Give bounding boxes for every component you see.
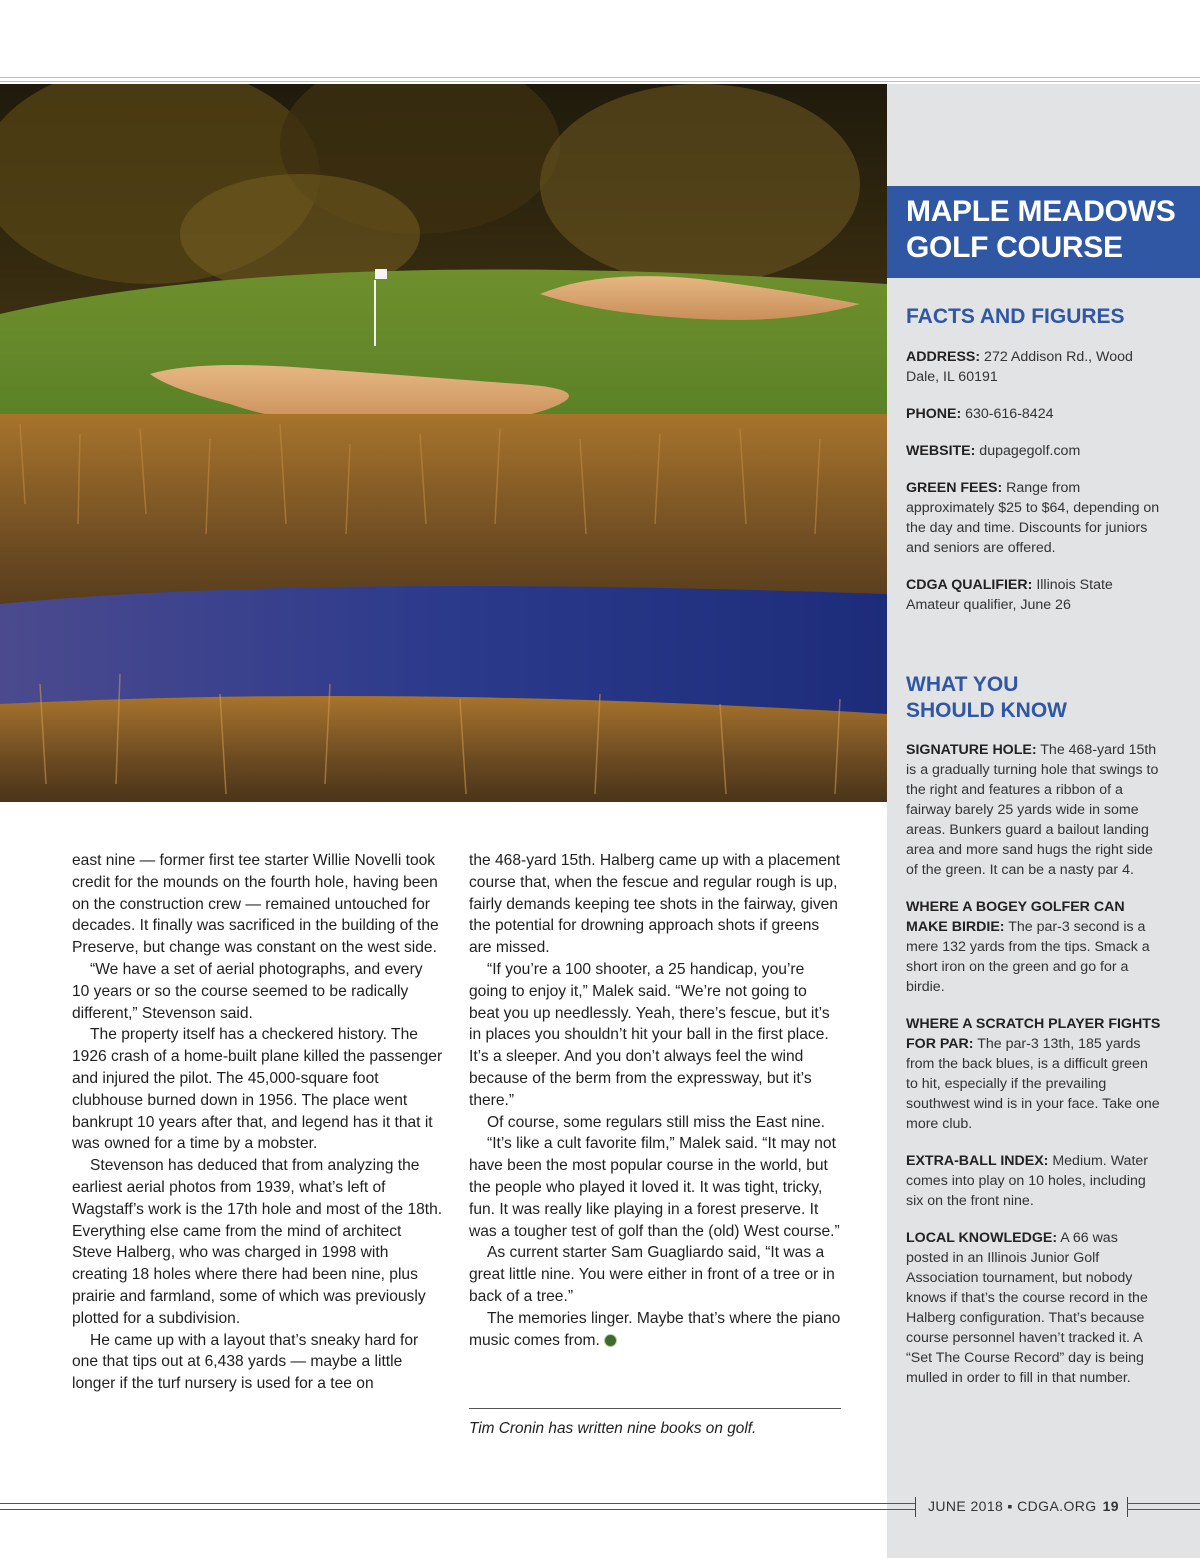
- fact-label: WEBSITE:: [906, 443, 976, 459]
- article-paragraph: The memories linger. Maybe that’s where the piano music comes from.: [469, 1309, 841, 1349]
- fact-text: 272 Addison Rd., Wood Dale, IL 60191: [906, 349, 1133, 385]
- fact-label: CDGA QUALIFIER:: [906, 577, 1033, 593]
- article-paragraph: the 468-yard 15th. Halberg came up with a placement course that, when the fescue and regular rough is up, fairly demands keeping tee shots in the fairway, given the potential for drowning approach shots if greens are missed.: [469, 852, 840, 957]
- know-heading-line1: WHAT YOU: [906, 673, 1019, 696]
- end-mark-icon: [604, 1334, 617, 1347]
- fact-green-fees: [906, 478, 1162, 558]
- facts-heading: FACTS AND FIGURES: [906, 305, 1125, 328]
- know-label: SIGNATURE HOLE:: [906, 742, 1037, 758]
- know-text: The 468-yard 15th is a gradually turning hole that swings to the right and features a ribbon of a fairway barely 25 yards wide in some areas. Bunkers guard a bailout landing area and more sand hugs the right side of the green. It can be a nasty par 4.: [906, 742, 1159, 878]
- footer-issue: JUNE 2018 ▪ CDGA.ORG: [928, 1498, 1097, 1514]
- top-rule: [0, 77, 1200, 78]
- author-bio: Tim Cronin has written nine books on golf.: [469, 1420, 757, 1437]
- fact-label: GREEN FEES:: [906, 480, 1003, 496]
- fact-text: dupagegolf.com: [975, 443, 1081, 459]
- footer-rule-left: [0, 1503, 915, 1504]
- article-paragraph: He came up with a layout that’s sneaky hard for one that tips out at 6,438 yards — maybe a little longer if the turf nursery is used for a tee on: [72, 1331, 419, 1393]
- golf-course-photo: [0, 84, 887, 802]
- know-label: LOCAL KNOWLEDGE:: [906, 1230, 1058, 1246]
- know-list: [906, 740, 1162, 1405]
- course-title-line1: MAPLE MEADOWS: [906, 195, 1176, 228]
- know-bogey-birdie: [906, 897, 1162, 997]
- fact-text: Range from approximately $25 to $64, depending on the day and time. Discounts for juniors and seniors are offered.: [906, 480, 1160, 556]
- top-rule-2: [0, 81, 1200, 82]
- course-title-box: [887, 186, 1200, 278]
- article-last-paragraph: [469, 1308, 841, 1352]
- fact-text: 630-616-8424: [961, 406, 1054, 422]
- article-paragraph: “If you’re a 100 shooter, a 25 handicap, you’re going to enjoy it,” Malek said. “We’re not going to beat you up needlessly. Yeah, there’s fescue, but it’s in places you shouldn’t hit your ball in the first place. It’s a sleeper. And you don’t always feel the wind because of the berm from the expressway, but it’s there.”: [469, 960, 830, 1109]
- article-paragraph: “We have a set of aerial photographs, and every 10 years or so the course seemed to be radically different,” Stevenson said.: [72, 960, 423, 1022]
- know-text: The par-3 second is a mere 132 yards from the tips. Smack a short iron on the green and go for a birdie.: [906, 919, 1150, 995]
- know-heading: [906, 672, 1067, 724]
- footer-rule-left-2: [0, 1509, 915, 1510]
- fact-address: [906, 347, 1162, 387]
- article-column-2: [469, 850, 841, 1351]
- know-local-knowledge: [906, 1228, 1162, 1388]
- footer-folio: [928, 1498, 1119, 1514]
- know-text: Medium. Water comes into play on 10 holes, including six on the front nine.: [906, 1153, 1149, 1209]
- know-extra-ball: [906, 1151, 1162, 1211]
- footer-tick-right: [1127, 1497, 1128, 1517]
- article-column-1: [72, 850, 444, 1395]
- know-label: WHERE A BOGEY GOLFER CAN MAKE BIRDIE:: [906, 899, 1125, 935]
- know-label: WHERE A SCRATCH PLAYER FIGHTS FOR PAR:: [906, 1016, 1161, 1052]
- fact-label: PHONE:: [906, 406, 962, 422]
- article-paragraph: east nine — former first tee starter Willie Novelli took credit for the mounds on the fourth hole, having been on the construction crew — remained untouched for decades. It finally was sacrificed in the building of the Preserve, but change was constant on the west side.: [72, 852, 439, 957]
- fact-website: [906, 441, 1162, 461]
- article-paragraph: As current starter Sam Guagliardo said, “It was a great little nine. You were either in front of a tree or in back of a tree.”: [469, 1244, 835, 1305]
- fact-label: ADDRESS:: [906, 349, 981, 365]
- fact-qualifier: [906, 575, 1162, 615]
- know-scratch-par: [906, 1014, 1162, 1134]
- know-heading-line2: SHOULD KNOW: [906, 699, 1067, 722]
- footer-rule-right: [1127, 1503, 1200, 1504]
- article-paragraph: The property itself has a checkered history. The 1926 crash of a home-built plane killed the passenger and injured the pilot. The 45,000-square foot clubhouse burned down in 1956. The place went bankrupt 10 years after that, and legend has it that it was owned for a time by a mobster.: [72, 1026, 443, 1153]
- fact-text: Illinois State Amateur qualifier, June 26: [906, 577, 1113, 613]
- article-paragraph: Stevenson has deduced that from analyzing the earliest aerial photos from 1939, what’s left of Wagstaff’s work is the 17th hole and most of the 18th. Everything else came from the mind of architect Steve Halberg, who was charged in 1998 with creating 18 holes where there had been nine, plus prairie and farmland, some of which was previously plotted for a subdivision.: [72, 1157, 443, 1327]
- article-paragraph: Of course, some regulars still miss the East nine.: [487, 1113, 825, 1131]
- know-label: EXTRA-BALL INDEX:: [906, 1153, 1049, 1169]
- know-signature-hole: [906, 740, 1162, 880]
- footer-rule-right-2: [1127, 1509, 1200, 1510]
- footer-tick-left: [915, 1497, 916, 1517]
- fact-phone: [906, 404, 1162, 424]
- article-paragraph: “It’s like a cult favorite film,” Malek said. “It may not have been the most popular course in the world, but the people who played it loved it. It was tight, tricky, fun. It was really like playing in a forest preserve. It was a tougher test of golf than the (old) West course.”: [469, 1135, 840, 1240]
- facts-list: [906, 347, 1162, 632]
- bio-divider: [469, 1408, 841, 1409]
- know-text: The par-3 13th, 185 yards from the back blues, is a difficult green to hit, especially if the prevailing southwest wind is in your face. Take one more club.: [906, 1036, 1160, 1132]
- page-number: 19: [1102, 1498, 1119, 1514]
- course-title-line2: GOLF COURSE: [906, 231, 1123, 264]
- know-text: A 66 was posted in an Illinois Junior Golf Association tournament, but nobody knows if that’s the course record in the Halberg configuration. That’s because course personnel haven’t tracked it. A “Set The Course Record” day is being mulled in order to fill in that number.: [906, 1230, 1148, 1386]
